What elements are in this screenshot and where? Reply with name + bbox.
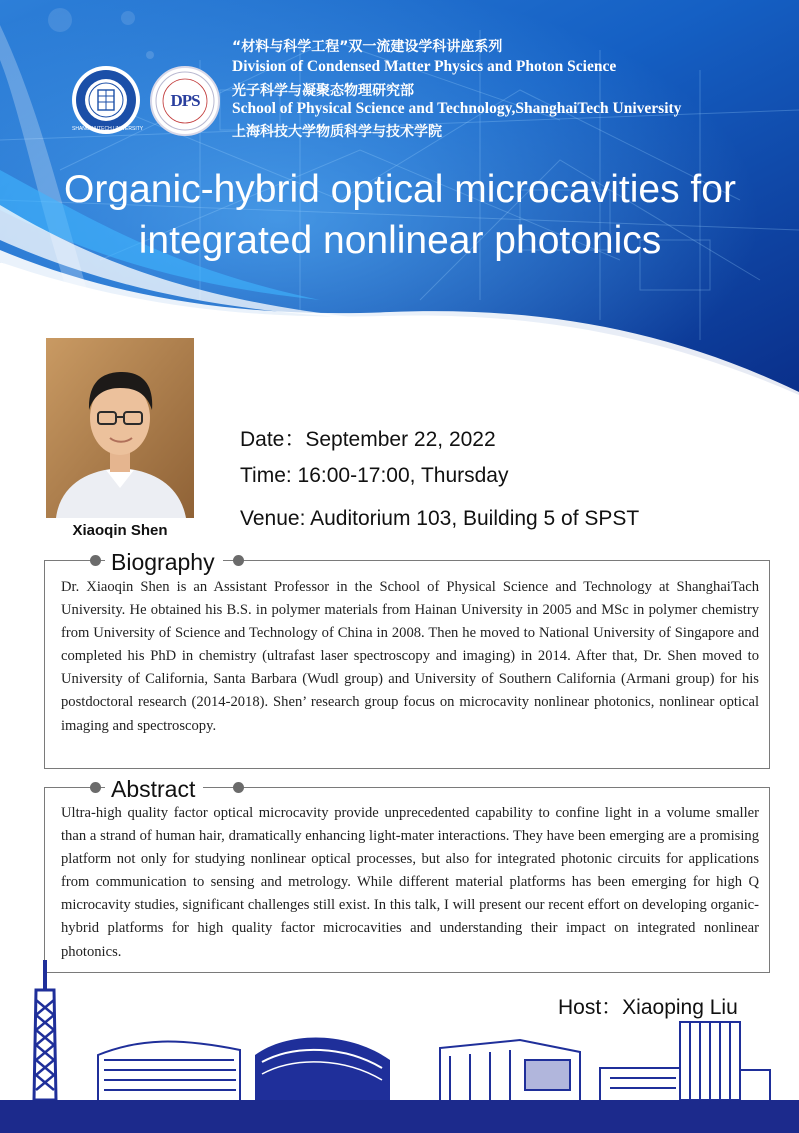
building-right-icon	[600, 1022, 770, 1100]
biography-heading: Biography	[105, 549, 223, 575]
abstract-box	[44, 787, 770, 973]
building-arch-icon	[255, 1038, 390, 1100]
shanghaitech-logo	[72, 66, 144, 134]
logo-right-mark: DPS	[170, 91, 200, 110]
event-time: Time: 16:00-17:00, Thursday	[240, 464, 509, 487]
tower-icon	[34, 960, 56, 1100]
shanghaitech-emblem-icon	[72, 68, 144, 132]
event-venue: Venue: Auditorium 103, Building 5 of SPST	[240, 507, 640, 530]
abstract-end-dot-icon	[233, 782, 244, 793]
host-line: Host：Xiaoping Liu	[558, 996, 738, 1019]
header-division: Division of Condensed Matter Physics and Photon Science	[232, 58, 617, 75]
dps-logo	[150, 66, 220, 136]
abstract-text: Ultra-high quality factor optical microcavity provide unprecedented capability to confine light in a volume smaller than a strand of human hair, dramatically enhancing light-mater interactions. They have been emerging are a promising platform not only for studying nonlinear optical processes, but also for integrated photonic circuits for applications from communication to sensing and metrology. While different material platforms has been emerging for high Q microcavity studies, significant challenges still exist. In this talk, I will present our recent effort on developing organic-hybrid platforms for high quality factor microcavities and understanding their impact on integrated nonlinear photonics.	[61, 805, 759, 960]
speaker-name: Xiaoqin Shen	[72, 522, 168, 539]
abstract-heading: Abstract	[105, 776, 203, 802]
speaker-portrait-icon	[46, 338, 194, 518]
biography-end-dot-icon	[233, 555, 244, 566]
header-cn-school: 上海科技大学物质科学与技术学院	[232, 124, 442, 140]
event-date: Date：September 22, 2022	[240, 428, 496, 451]
talk-title-line-2: integrated nonlinear photonics	[138, 219, 662, 262]
talk-title-line-1: Organic-hybrid optical microcavities for	[64, 168, 736, 211]
header-cn-series: “材料与科学工程”双一流建设学科讲座系列	[232, 39, 503, 55]
biography-box	[44, 560, 770, 769]
logo-left-caption: SHANGHAITECH UNIVERSITY	[72, 126, 144, 132]
header-cn-division: 光子科学与凝聚态物理研究部	[232, 83, 414, 99]
campus-skyline	[0, 960, 799, 1133]
building-left-icon	[98, 1042, 240, 1100]
speaker-photo	[46, 338, 194, 518]
biography-text: Dr. Xiaoqin Shen is an Assistant Professor in the School of Physical Science and Technology at ShanghaiTach University. He obtained his B.S. in polymer materials from Hainan University in 2005 and MSc in polymer chemistry from University of Science and Technology of China in 2008. Then he moved to National University of Singapore and completed his PhD in chemistry (ultrafast laser spectroscopy and imaging) in 2014. After that, Dr. Shen moved to University of California, Santa Barbara (Wudl group) and University of Southern California (Armani group) for his postdoctoral research (2014-2018). Shen’ research group focus on microcavity nonlinear photonics, nonlinear optical imaging and spectroscopy.	[61, 579, 759, 734]
biography-bullet-icon	[90, 555, 101, 566]
building-center-icon	[440, 1040, 580, 1100]
abstract-bullet-icon	[90, 782, 101, 793]
header-school: School of Physical Science and Technology,ShanghaiTech University	[232, 100, 682, 117]
